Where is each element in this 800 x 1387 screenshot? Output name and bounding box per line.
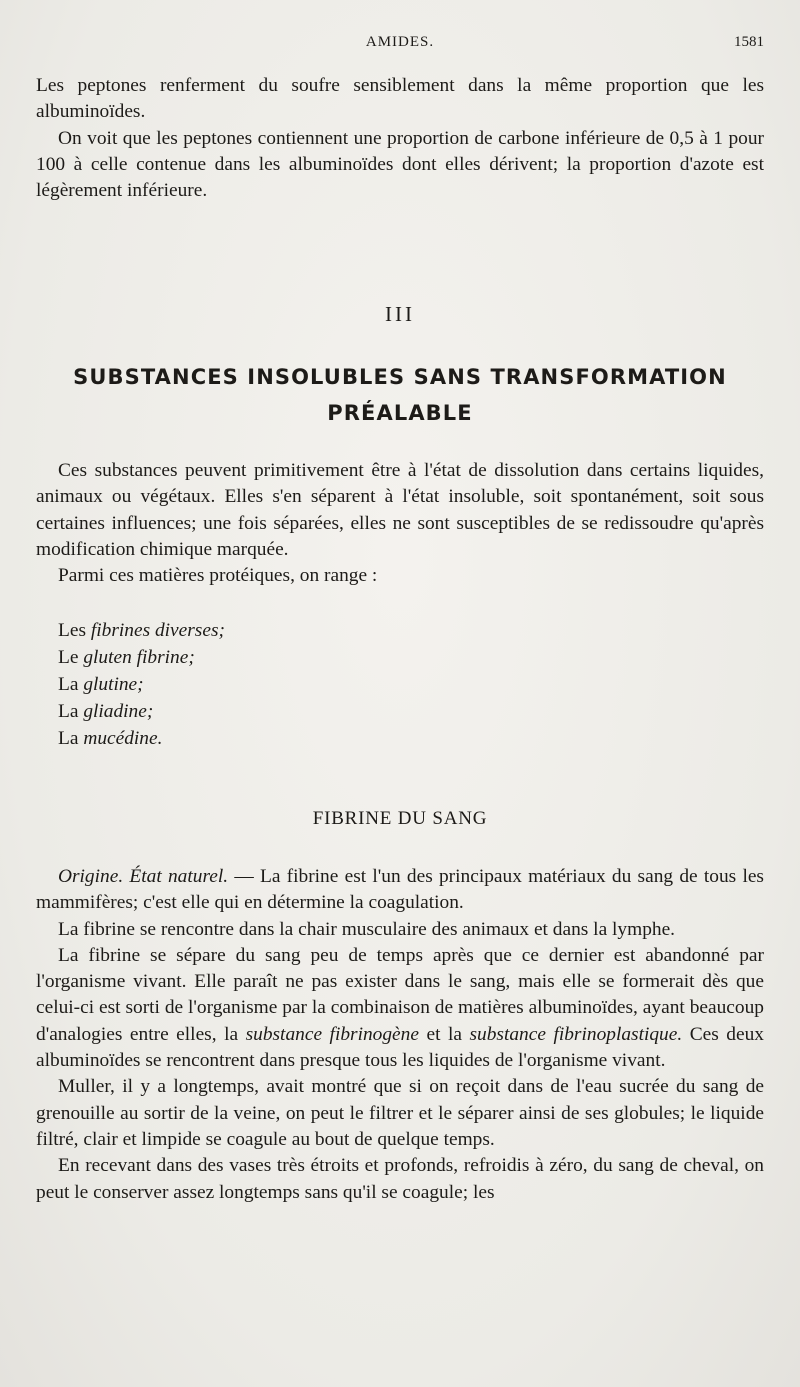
list-item: La glutine;	[58, 674, 144, 695]
page-number: 1581	[734, 34, 764, 50]
section3-paragraph-1: Ces substances peuvent primitivement être à l'état de dissolution dans certains liquides, animaux ou végétaux. Elles s'en séparent à l'état insoluble, soit spontanément, soit sous certaines influences; une fois séparées, elles ne sont susceptibles de se redissoudre qu'après modification chimique marquée.	[36, 460, 764, 560]
list-item: Les fibrines diverses;	[58, 620, 225, 641]
section-heading-line-1: SUBSTANCES INSOLUBLES SANS TRANSFORMATION	[73, 365, 727, 389]
section3-paragraph-2: Parmi ces matières protéiques, on range :	[58, 565, 378, 587]
intro-block	[36, 73, 764, 204]
intro-paragraph-1: Les peptones renferment du soufre sensiblement dans la même proportion que les albuminoïdes.	[36, 75, 764, 123]
list-item: La gliadine;	[58, 701, 154, 722]
origin-label: Origine. État naturel.	[58, 866, 229, 887]
fibrine-paragraph-5: En recevant dans des vases très étroits et profonds, refroidis à zéro, du sang de cheval, on peut le conserver assez longtemps sans qu'il se coagule; les	[36, 1155, 764, 1203]
fibrine-block	[36, 864, 764, 1206]
section-numeral: III	[385, 302, 415, 326]
fibrine-paragraph-3: La fibrine se sépare du sang peu de temps après que ce dernier est abandonné par l'organisme vivant. Elle paraît ne pas exister dans le sang, mais elle se formerait dès que celui-ci est sorti de l'organisme par la combinaison de matières albuminoïdes, ayant beaucoup d'analogies entre elles, la substance fibrinogène et la substance fibrinoplastique. Ces deux albuminoïdes se rencontrent dans presque tous les liquides de l'organisme vivant.	[36, 944, 764, 1072]
fibrine-paragraph-2: La fibrine se rencontre dans la chair musculaire des animaux et dans la lymphe.	[58, 918, 676, 940]
fibrine-paragraph-4: Muller, il y a longtemps, avait montré que si on reçoit dans de l'eau sucrée du sang de grenouille au sortir de la veine, on peut le filtrer et le séparer ainsi de ses globules; le liquide filtré, clair et limpide se coagule au bout de quelque temps.	[36, 1076, 764, 1150]
protein-list	[58, 617, 225, 752]
page-header	[36, 34, 764, 58]
intro-paragraph-2: On voit que les peptones contiennent une proportion de carbone inférieure de 0,5 à 1 pour 100 à celle contenue dans les albuminoïdes dont elles dérivent; la proportion d'azote est légèrement inférieure.	[36, 127, 764, 202]
fibrine-origin-paragraph: Origine. État naturel. — La fibrine est l'un des principaux matériaux du sang de tous les mammifères; c'est elle qui en détermine la coagulation.	[36, 866, 764, 914]
fibrine-section-title: FIBRINE DU SANG	[312, 808, 488, 829]
section-heading-line-2: PRÉALABLE	[327, 401, 473, 425]
list-item: Le gluten fibrine;	[58, 647, 195, 668]
section3-intro	[36, 458, 764, 589]
list-item: La mucédine.	[58, 728, 163, 749]
running-title: AMIDES.	[365, 34, 435, 50]
